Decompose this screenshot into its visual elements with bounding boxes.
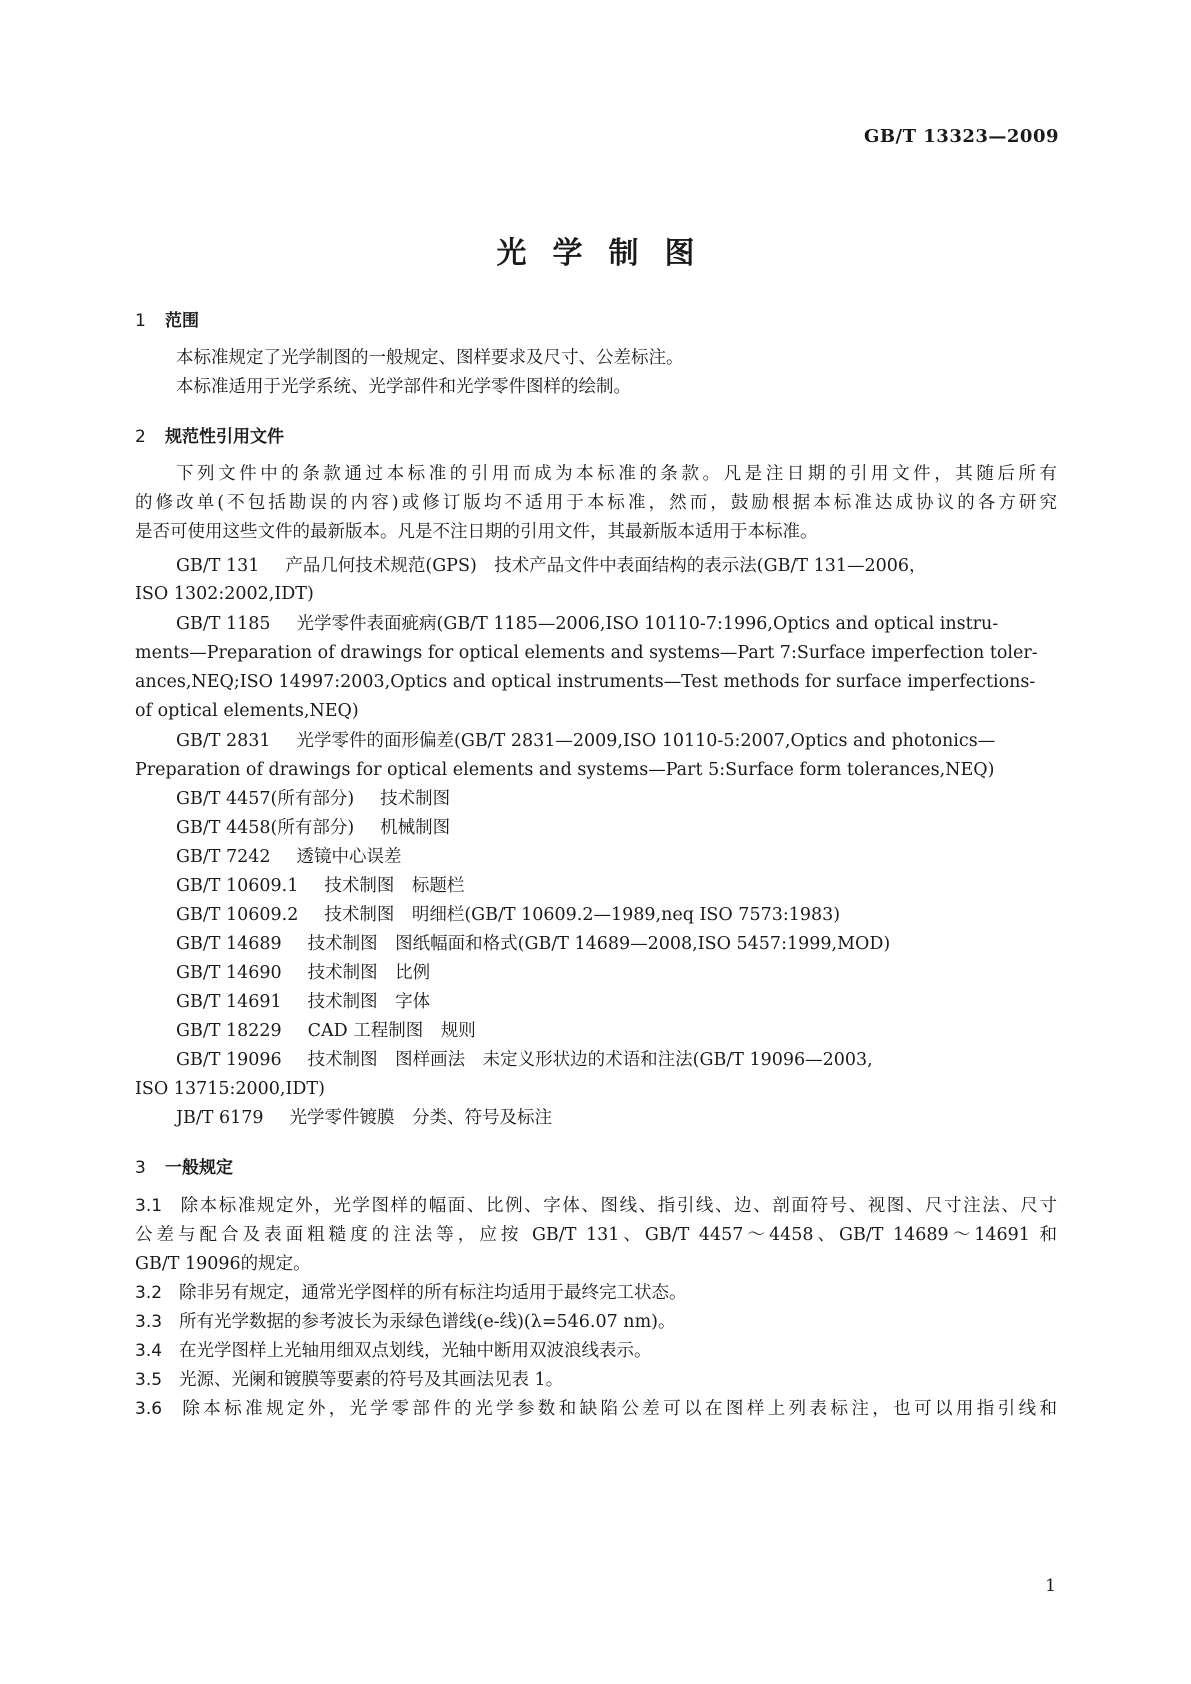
section-number: 1 (135, 311, 146, 331)
reference-item (176, 1049, 1057, 1071)
reference-continuation: ISO 13715:2000,IDT) (135, 1079, 325, 1099)
standard-code: GB/T 13323—2009 (863, 126, 1059, 147)
page-title: 光学制图 (496, 236, 721, 271)
reference-code: GB/T 4458(所有部分) (176, 818, 355, 838)
reference-continuation: ments—Preparation of drawings for optical elements and systems—Part 7:Surface imperfection toler- (135, 643, 1038, 663)
reference-code: GB/T 7242 (176, 847, 271, 867)
reference-code: JB/T 6179 (176, 1108, 264, 1128)
clause-number: 3.4 (135, 1341, 163, 1361)
reference-item (176, 1020, 1057, 1042)
clause-line (135, 1282, 1057, 1304)
reference-item (176, 991, 1057, 1013)
reference-item (176, 613, 1057, 635)
reference-item (176, 788, 1057, 810)
paragraph-line: 的修改单(不包括勘误的内容)或修订版均不适用于本标准，然而，鼓励根据本标准达成协议的各方研究 (135, 493, 1057, 513)
reference-item (176, 904, 1057, 926)
reference-continuation: ISO 1302:2002,IDT) (135, 584, 314, 604)
clause-line (135, 1369, 1057, 1391)
reference-title: 技术制图 图样画法 未定义形状边的术语和注法(GB/T 19096—2003, (307, 1050, 873, 1070)
section-title: 范围 (165, 311, 199, 331)
reference-code: GB/T 2831 (176, 731, 271, 751)
reference-title: CAD 工程制图 规则 (307, 1021, 476, 1041)
clause-number: 3.3 (135, 1312, 163, 1332)
clause-text: 所有光学数据的参考波长为汞绿色谱线(e-线)(λ=546.07 nm)。 (179, 1312, 676, 1332)
clause-line: GB/T 19096的规定。 (135, 1254, 311, 1274)
clause-number: 3.2 (135, 1283, 163, 1303)
reference-item (176, 1107, 1057, 1129)
reference-title: 技术制图 标题栏 (324, 876, 465, 896)
clause-text: 光源、光阑和镀膜等要素的符号及其画法见表 1。 (179, 1370, 564, 1390)
reference-title: 技术制图 比例 (307, 963, 431, 983)
reference-title: 技术制图 (380, 789, 451, 809)
reference-title: 技术制图 明细栏(GB/T 10609.2—1989,neq ISO 7573:1983) (324, 905, 841, 925)
clause-line: 公差与配合及表面粗糙度的注法等，应按 GB/T 131、GB/T 4457～4458、GB/T 14689～14691 和 (135, 1225, 1057, 1245)
reference-code: GB/T 131 (176, 556, 260, 576)
section-heading-normative-references (135, 422, 284, 447)
clause-text: 除本标准规定外，光学图样的幅面、比例、字体、图线、指引线、边、剖面符号、视图、尺寸注法、尺寸 (179, 1196, 1057, 1216)
reference-item (176, 730, 1057, 752)
reference-item (176, 962, 1057, 984)
clause-line (135, 1398, 1057, 1420)
reference-code: GB/T 14690 (176, 963, 282, 983)
clause-number: 3.6 (135, 1399, 163, 1419)
reference-code: GB/T 1185 (176, 614, 271, 634)
clause-number: 3.1 (135, 1196, 163, 1216)
reference-code: GB/T 14689 (176, 934, 282, 954)
clause-text: 在光学图样上光轴用细双点划线，光轴中断用双波浪线表示。 (179, 1341, 652, 1361)
clause-text: 除本标准规定外，光学零部件的光学参数和缺陷公差可以在图样上列表标注，也可以用指引线和 (179, 1399, 1057, 1419)
reference-title: 透镜中心误差 (296, 847, 402, 867)
paragraph-line: 下列文件中的条款通过本标准的引用而成为本标准的条款。凡是注日期的引用文件，其随后所有 (176, 464, 1057, 484)
clause-text: 除非另有规定，通常光学图样的所有标注均适用于最终完工状态。 (179, 1283, 687, 1303)
reference-item (176, 555, 1057, 577)
section-number: 3 (135, 1158, 146, 1178)
clause-line (135, 1195, 1057, 1217)
reference-title: 技术制图 图纸幅面和格式(GB/T 14689—2008,ISO 5457:1999,MOD) (307, 934, 891, 954)
reference-continuation: of optical elements,NEQ) (135, 701, 359, 721)
reference-code: GB/T 10609.2 (176, 905, 299, 925)
reference-title: 技术制图 字体 (307, 992, 431, 1012)
reference-code: GB/T 4457(所有部分) (176, 789, 355, 809)
section-heading-scope (135, 306, 199, 331)
reference-title: 光学零件镀膜 分类、符号及标注 (289, 1108, 553, 1128)
reference-item (176, 875, 1057, 897)
reference-code: GB/T 14691 (176, 992, 282, 1012)
clause-number: 3.5 (135, 1370, 163, 1390)
reference-title: 光学零件的面形偏差(GB/T 2831—2009,ISO 10110-5:2007,Optics and photonics— (296, 731, 996, 751)
reference-continuation: ances,NEQ;ISO 14997:2003,Optics and optical instruments—Test methods for surface imperfections- (135, 672, 1036, 692)
section-title: 一般规定 (165, 1158, 233, 1178)
clause-line (135, 1311, 1057, 1333)
reference-code: GB/T 18229 (176, 1021, 282, 1041)
section-title: 规范性引用文件 (165, 427, 284, 447)
reference-code: GB/T 19096 (176, 1050, 282, 1070)
reference-title: 光学零件表面疵病(GB/T 1185—2006,ISO 10110-7:1996,Optics and optical instru- (296, 614, 999, 634)
reference-continuation: Preparation of drawings for optical elements and systems—Part 5:Surface form tolerances,NEQ) (135, 760, 995, 780)
paragraph: 本标准规定了光学制图的一般规定、图样要求及尺寸、公差标注。 (176, 348, 684, 368)
paragraph-line: 是否可使用这些文件的最新版本。凡是不注日期的引用文件，其最新版本适用于本标准。 (135, 522, 818, 542)
reference-item (176, 933, 1057, 955)
section-number: 2 (135, 427, 146, 447)
reference-code: GB/T 10609.1 (176, 876, 299, 896)
reference-item (176, 846, 1057, 868)
page-number: 1 (1045, 1576, 1056, 1596)
paragraph: 本标准适用于光学系统、光学部件和光学零件图样的绘制。 (176, 377, 631, 397)
reference-title: 机械制图 (380, 818, 451, 838)
reference-item (176, 817, 1057, 839)
section-heading-general-provisions (135, 1153, 233, 1178)
reference-title: 产品几何技术规范(GPS) 技术产品文件中表面结构的表示法(GB/T 131—2006， (285, 556, 927, 576)
clause-line (135, 1340, 1057, 1362)
